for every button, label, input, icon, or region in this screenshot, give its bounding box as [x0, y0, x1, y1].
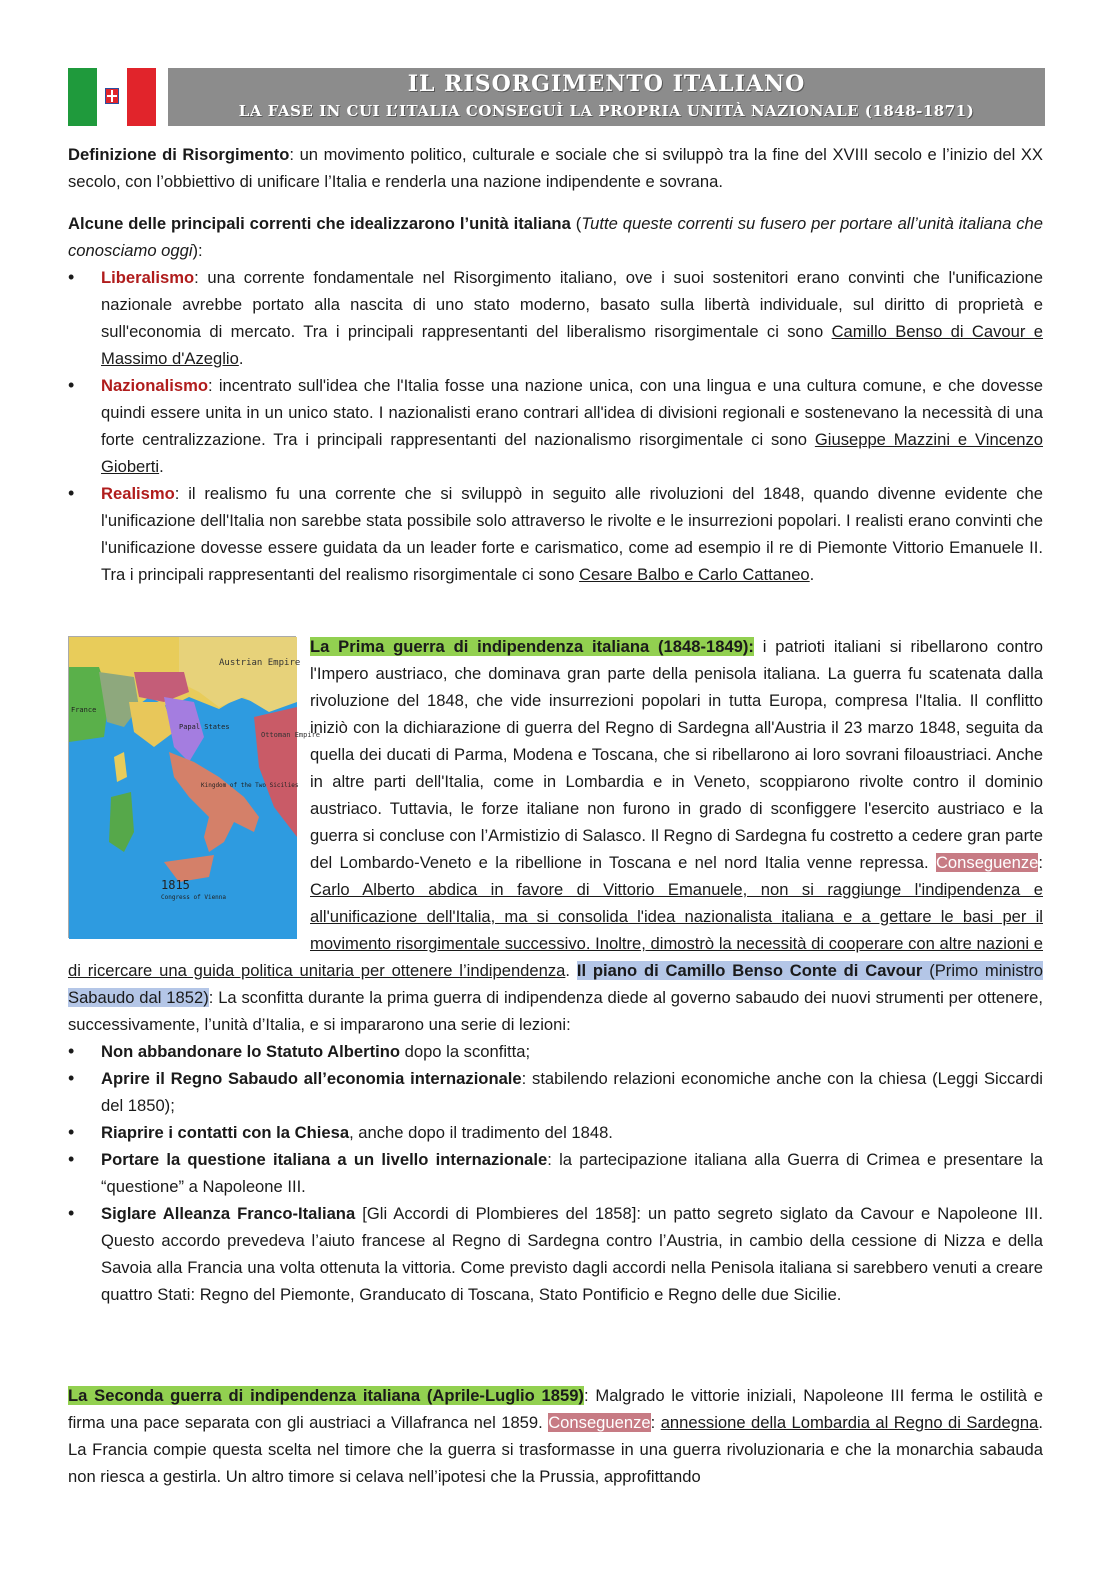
document-title: IL RISORGIMENTO ITALIANO [407, 71, 806, 97]
list-item: • Portare la questione italiana a un livello internazionale: la partecipazione italiana alla Guerra di Crimea e presentare la “questione” a Napoleone III. [68, 1146, 1043, 1200]
list-item: • Liberalismo: una corrente fondamentale nel Risorgimento italiano, ove i suoi sostenitori erano convinti che l'unificazione nazionale avrebbe portato alla nascita di uno stato moderno, basato sulla libertà individuale, sul diritto di proprietà e sull'economia di mercato. Tra i principali rappresentanti del liberalismo risorgimentale ci sono Camillo Benso di Cavour e Massimo d'Azeglio. [68, 264, 1043, 372]
consequences-label: Conseguenze [548, 1413, 651, 1432]
definition-label: Definizione di Risorgimento [68, 145, 290, 164]
list-item: • Aprire il Regno Sabaudo all’economia internazionale: stabilendo relazioni economiche anche con la chiesa (Leggi Siccardi del 1850); [68, 1065, 1043, 1119]
current-name: Liberalismo [101, 268, 195, 287]
map-label-austria: Austrian Empire [219, 658, 301, 668]
second-war-title: La Seconda guerra di indipendenza italiana (Aprile-Luglio 1859) [68, 1386, 584, 1405]
list-item: • Riaprire i contatti con la Chiesa, anche dopo il tradimento del 1848. [68, 1119, 1043, 1146]
map-label-year: 1815 [161, 878, 190, 892]
map-label-ottoman: Ottoman Empire [261, 731, 321, 739]
title-banner [168, 68, 1045, 126]
consequences-label: Conseguenze [935, 853, 1039, 872]
currents-list [68, 264, 1043, 588]
document-header [68, 68, 1045, 128]
savoy-crest-icon [105, 88, 119, 104]
currents-intro: Alcune delle principali correnti che idealizzarono l’unità italiana (Tutte queste correnti su fusero per portare all’unità italiana che conosciamo oggi): [68, 214, 1043, 260]
first-war-title: La Prima guerra di indipendenza italiana (1848-1849): [310, 637, 754, 656]
second-war-section: La Seconda guerra di indipendenza italiana (Aprile-Luglio 1859): Malgrado le vittorie iniziali, Napoleone III ferma le ostilità e firma una pace separata con gli austriaci a Villafranca nel 1859. Conseguenze: annessione della Lombardia al Regno di Sardegna. La Francia compie questa scelta nel timore che la guerra si trasformasse in una guerra rivoluzionaria e che la monarchia sabauda non riesca a gestirla. Un altro timore si celava nell’ipotesi che la Prussia, approfittando [68, 1386, 1044, 1486]
italian-flag-icon [68, 68, 156, 126]
list-item: • Nazionalismo: incentrato sull'idea che l'Italia fosse una nazione unica, con una lingua e una cultura comune, e che dovesse quindi essere unita in un unico stato. I nazionalisti erano contrari all'idea di divisioni regionali e sostenevano la necessità di una forte centralizzazione. Tra i principali rappresentanti del nazionalismo risorgimentale ci sono Giuseppe Mazzini e Vincenzo Gioberti. [68, 372, 1043, 480]
current-name: Nazionalismo [101, 376, 208, 395]
first-war-section: La Prima guerra di indipendenza italiana (1848-1849): i patrioti italiani si ribellarono contro l'Impero austriaco, che dominava gran parte della penisola italiana. La guerra fu scatenata dalla rivoluzione del 1848, che vide insurrezioni popolari in tutta Europa, compresa l'Italia. Il conflitto iniziò con la dichiarazione di guerra del Regno di Sardegna all'Austria il 23 marzo 1848, seguita da quella dei ducati di Parma, Modena e Toscana, che si ribellarono ai loro sovrani filoaustriaci. Anche in altre parti dell'Italia, come in Lombardia e in Veneto, scoppiarono rivolte contro il dominio austriaco. Tuttavia, le forze italiane non furono in grado di sconfiggere l'esercito austriaco e la guerra si concluse con l’Armistizio di Salasco. Il Regno di Sardegna fu costretto a cedere gran parte del Lombardo-Veneto e la ribellione in Toscana e nel nord Italia venne repressa. Conseguenze: Carlo Alberto abdica in favore di Vittorio Emanuele, non si raggiunge l'indipendenza e all'unificazione dell'Italia, ma si consolida l'idea nazionalista italiana e a gettare le basi per il movimento risorgimentale successivo. Inoltre, dimostrò la necessità di cooperare con altre nazioni e di ricercare una guida politica unitaria per ottenere l’indipendenza. Il piano di Camillo Benso Conte di Cavour (Primo ministro Sabaudo dal 1852): La sconfitta durante la prima guerra di indipendenza diede al governo sabaudo dei nuovi strumenti per ottenere, successivamente, l’unità d’Italia, e si impararono una serie di lezioni: • Non abbandonare lo Statuto Albertino dopo la sconfitta; • Aprire il Regno Sabaudo all’economia internazionale: stabilendo relazioni economiche anche con la chiesa (Leggi Siccardi del 1850); • Riaprire i contatti con la Chiesa, anche dopo il tradimento del 1848. • Portare la questione italiana a un livello internazionale: la partecipazione italiana alla Guerra di Crimea e presentare la “questione” a Napoleone III. • Siglare Alleanza Franco-Italiana [Gli Accordi di Plombieres del 1858]: un patto segreto siglato da Cavour e Napoleone III. Questo accordo prevedeva l’aiuto francese al Regno di Sardegna contro l’Austria, in cambio della cessione di Nizza e della Savoia alla Francia una volta ottenuta la vittoria. Come previsto dagli accordi nella Penisola italiana si sarebbero venuti a creare quattro Stati: Regno del Piemonte, Granducato di Toscana, Stato Pontificio e Regno delle due Sicilie. [68, 633, 1043, 1308]
map-label-two-sicilies: Kingdom of the Two Sicilies [201, 782, 299, 789]
map-label-france: France [71, 706, 97, 714]
list-item: • Realismo: il realismo fu una corrente che si sviluppò in seguito alle rivoluzioni del 1848, quando divenne evidente che l'unificazione dell'Italia non sarebbe stata possibile solo attraverso le rivolte e le insurrezioni popolari. I realisti erano convinti che l'unificazione dovesse essere guidata da un leader forte e carismatico, come ad esempio il re di Piemonte Vittorio Emanuele II. Tra i principali rappresentanti del realismo risorgimentale ci sono Cesare Balbo e Carlo Cattaneo. [68, 480, 1043, 588]
map-label-papal: Papal States [179, 723, 230, 731]
list-item: • Siglare Alleanza Franco-Italiana [Gli Accordi di Plombieres del 1858]: un patto segreto siglato da Cavour e Napoleone III. Questo accordo prevedeva l’aiuto francese al Regno di Sardegna contro l’Austria, in cambio della cessione di Nizza e della Savoia alla Francia una volta ottenuta la vittoria. Come previsto dagli accordi nella Penisola italiana si sarebbero venuti a creare quattro Stati: Regno del Piemonte, Granducato di Toscana, Stato Pontificio e Regno delle due Sicilie. [68, 1200, 1043, 1308]
currents-section [68, 210, 1043, 588]
definition-text: : un movimento politico, culturale e sociale che si sviluppò tra la fine del XVIII secolo e l’inizio del XX secolo, con l’obbiettivo di unificare l’Italia e renderla una nazione indipendente e sovrana. [68, 145, 1044, 191]
cavour-title: Il piano di Camillo Benso Conte di Cavour [576, 961, 923, 980]
definition-paragraph [68, 141, 1043, 195]
document-subtitle: LA FASE IN CUI L’ITALIA CONSEGUÌ LA PROPRIA UNITÀ NAZIONALE (1848-1871) [238, 102, 975, 120]
current-name: Realismo [101, 484, 175, 503]
list-item: • Non abbandonare lo Statuto Albertino dopo la sconfitta; [68, 1038, 1043, 1065]
cavour-list [68, 1038, 1043, 1308]
map-label-congress: Congress of Vienna [161, 894, 227, 901]
